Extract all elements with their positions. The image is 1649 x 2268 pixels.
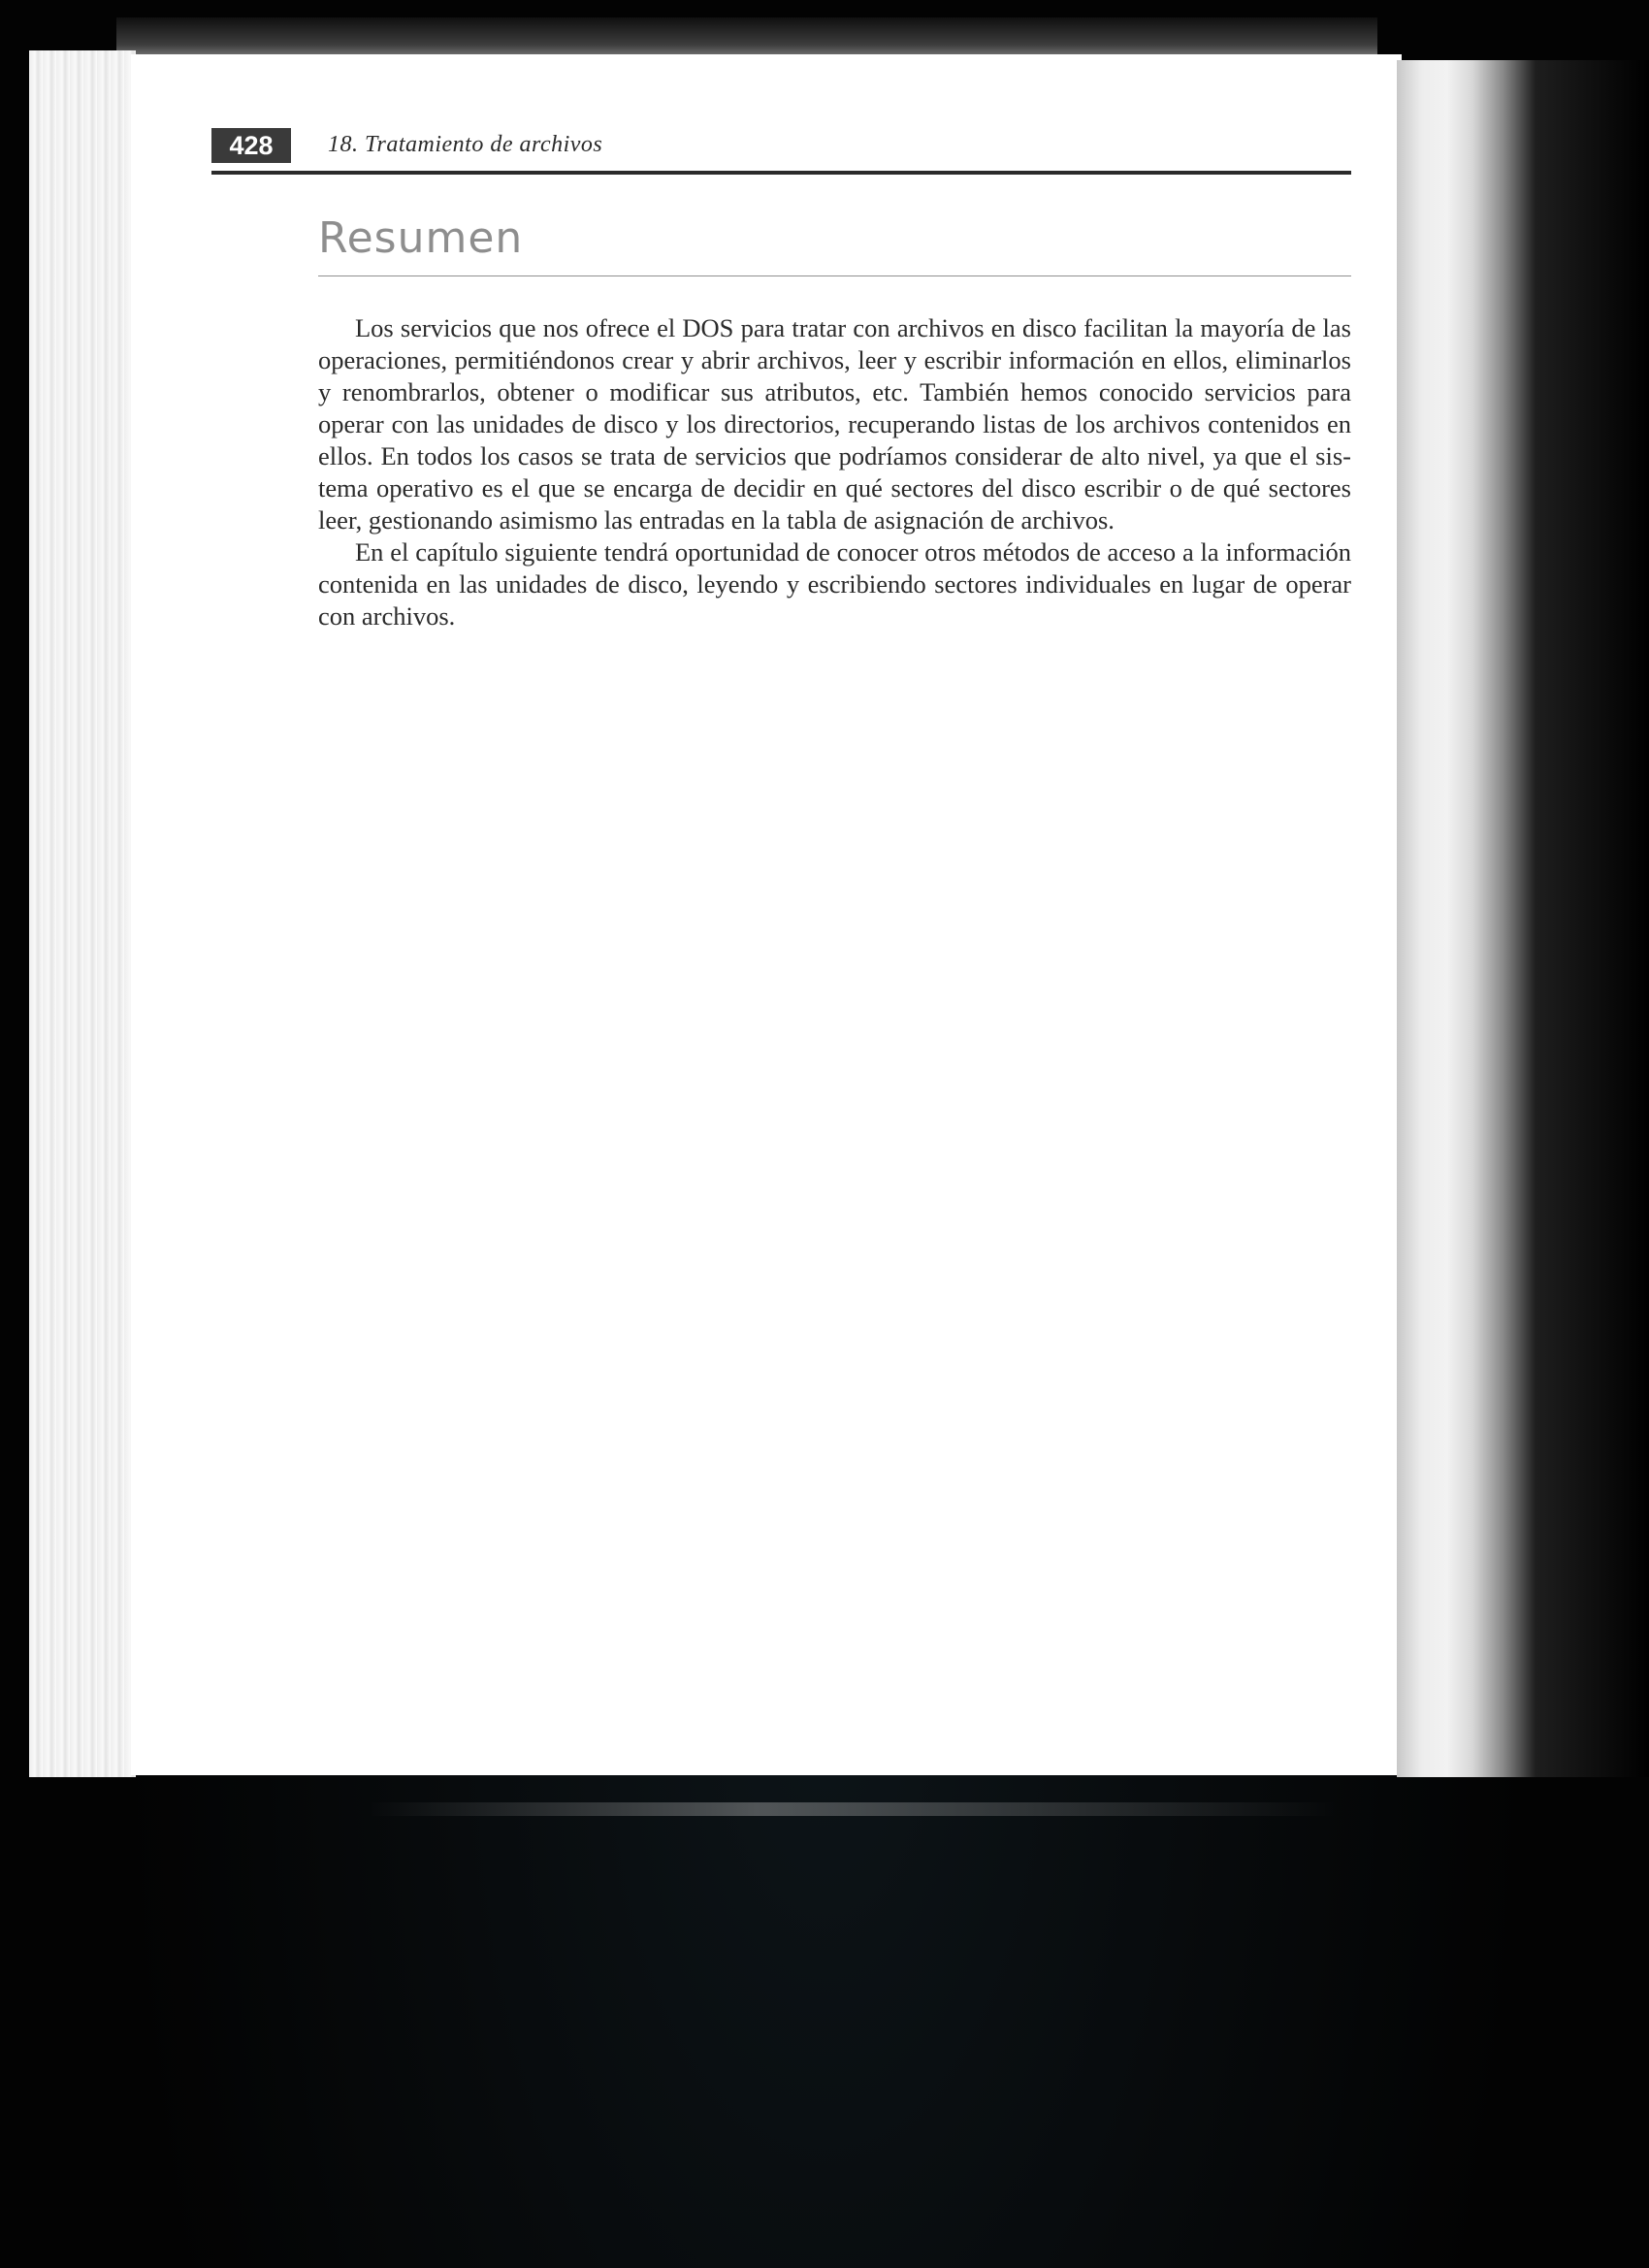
paragraph: En el capítulo siguiente tendrá oportunidad de conocer otros métodos de acceso a la información contenida en las unidades de disco, leyendo y escribiendo sectores individuales en lugar de operar con archivos.: [318, 537, 1351, 631]
section-title: Resumen: [318, 213, 524, 263]
book-gutter-shadow: [1397, 60, 1649, 1777]
running-header: [211, 128, 1351, 171]
body-text: [318, 312, 1351, 632]
book-page-edges: [29, 50, 136, 1777]
chapter-title: 18. Tratamiento de archivos: [328, 132, 603, 157]
scan-bottom-edge: [369, 1802, 1339, 1816]
scan-top-edge: [116, 17, 1377, 56]
section-rule: [318, 275, 1351, 276]
header-rule: [211, 171, 1351, 175]
paragraph: Los servicios que nos ofrece el DOS para tratar con archivos en disco facilitan la mayoría de las operaciones, permitiéndonos crear y abrir archivos, leer y escribir información en ellos, eliminarlos y renombrarlos, obtener o modificar sus atributos, etc. También hemos conocido servicios para operar con las unidades de disco y los directorios, recuperando listas de los archivos contenidos en ellos. En todos los casos se trata de servicios que podríamos considerar de alto nivel, ya que el sistema operativo es el que se encarga de decidir en qué sectores del disco escribir o de qué sectores leer, gestionando asimismo las entradas en la tabla de asignación de archivos.: [318, 313, 1351, 535]
page-number: 428: [211, 128, 291, 163]
